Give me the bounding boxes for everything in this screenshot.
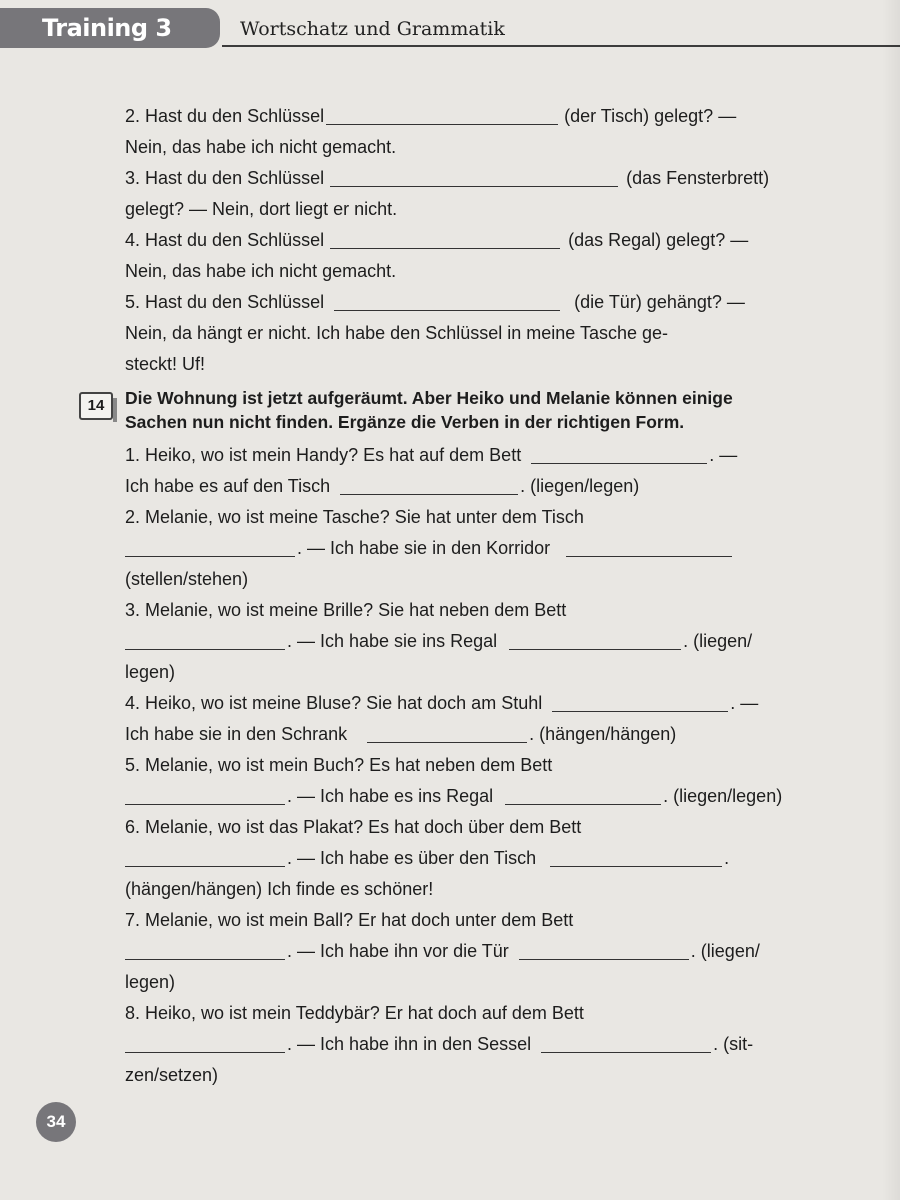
task-heading	[87, 386, 883, 434]
sentence-text: 2. Melanie, wo ist meine Tasche? Sie hat unter dem Tisch	[125, 507, 584, 527]
answer-blank[interactable]	[125, 850, 285, 867]
sentence-text: Nein, da hängt er nicht. Ich habe den Schlüssel in meine Tasche ge-	[125, 323, 669, 343]
answer-blank[interactable]	[367, 726, 527, 743]
exercise-line	[125, 1029, 883, 1060]
exercise-line	[125, 533, 883, 564]
sentence-text: . —	[709, 445, 738, 465]
sentence-text: legen)	[125, 972, 176, 992]
sentence-text: . — Ich habe es ins Regal	[287, 786, 494, 806]
sentence-text: . —	[730, 693, 759, 713]
sentence-text: . (liegen/	[690, 941, 760, 961]
section-title: Wortschatz und Grammatik	[240, 18, 505, 40]
answer-blank[interactable]	[125, 943, 285, 960]
sentence-text: (der Tisch) gelegt? —	[564, 106, 737, 126]
sentence-text: 3. Melanie, wo ist meine Brille? Sie hat neben dem Bett	[125, 600, 567, 620]
section-tab-label: Training 3	[42, 14, 172, 42]
sentence-text: 3. Hast du den Schlüssel	[125, 168, 325, 188]
exercise-line	[125, 688, 883, 719]
exercise-line	[125, 626, 883, 657]
answer-blank[interactable]	[531, 447, 707, 464]
sentence-text: 1. Heiko, wo ist mein Handy? Es hat auf dem Bett	[125, 445, 522, 465]
header-rule	[222, 45, 900, 47]
page-number: 34	[36, 1102, 76, 1142]
answer-blank[interactable]	[125, 788, 285, 805]
sentence-text: Nein, das habe ich nicht gemacht.	[125, 137, 397, 157]
sentence-text: . (hängen/hängen)	[529, 724, 677, 744]
answer-blank[interactable]	[505, 788, 661, 805]
sentence-text: . — Ich habe sie ins Regal	[287, 631, 498, 651]
sentence-text: steckt! Uf!	[125, 354, 206, 374]
page-body	[87, 101, 883, 1091]
exercise-line	[125, 225, 883, 256]
sentence-text: Nein, das habe ich nicht gemacht.	[125, 261, 397, 281]
answer-blank[interactable]	[125, 540, 295, 557]
exercise-line	[125, 287, 883, 318]
answer-blank[interactable]	[125, 1036, 285, 1053]
answer-blank[interactable]	[566, 540, 732, 557]
exercise-line	[125, 843, 883, 874]
sentence-text: zen/setzen)	[125, 1065, 219, 1085]
sentence-text: (das Regal) gelegt? —	[568, 230, 749, 250]
task-instruction: Sachen nun nicht finden. Ergänze die Verben in der richtigen Form.	[125, 412, 685, 432]
answer-blank[interactable]	[519, 943, 689, 960]
sentence-text: 5. Hast du den Schlüssel	[125, 292, 325, 312]
sentence-text: 4. Heiko, wo ist meine Bluse? Sie hat doch am Stuhl	[125, 693, 543, 713]
sentence-text: 6. Melanie, wo ist das Plakat? Es hat doch über dem Bett	[125, 817, 582, 837]
exercise-line	[125, 101, 883, 132]
sentence-text: . — Ich habe es über den Tisch	[287, 848, 537, 868]
sentence-text: . — Ich habe sie in den Korridor	[297, 538, 551, 558]
sentence-text: (die Tür) gehängt? —	[574, 292, 745, 312]
sentence-text: . — Ich habe ihn in den Sessel	[287, 1034, 532, 1054]
answer-blank[interactable]	[330, 170, 618, 187]
answer-blank[interactable]	[541, 1036, 711, 1053]
answer-blank[interactable]	[552, 695, 728, 712]
answer-blank[interactable]	[334, 294, 560, 311]
exercise-line	[125, 163, 883, 194]
answer-blank[interactable]	[550, 850, 722, 867]
answer-blank[interactable]	[340, 478, 518, 495]
task-instruction: Die Wohnung ist jetzt aufgeräumt. Aber Heiko und Melanie können einige	[125, 388, 733, 408]
sentence-text: (das Fensterbrett)	[626, 168, 770, 188]
sentence-text: 4. Hast du den Schlüssel	[125, 230, 325, 250]
sentence-text: (stellen/stehen)	[125, 569, 249, 589]
sentence-text: .	[724, 848, 730, 868]
sentence-text: . (liegen/legen)	[520, 476, 640, 496]
sentence-text: gelegt? — Nein, dort liegt er nicht.	[125, 199, 398, 219]
exercise-line	[125, 781, 883, 812]
sentence-text: (hängen/hängen) Ich finde es schöner!	[125, 879, 434, 899]
answer-blank[interactable]	[509, 633, 681, 650]
exercise-line	[125, 440, 883, 471]
sentence-text: Ich habe sie in den Schrank	[125, 724, 348, 744]
task-number-badge: 14	[79, 392, 113, 420]
sentence-text: . (liegen/	[683, 631, 753, 651]
sentence-text: legen)	[125, 662, 176, 682]
sentence-text: . — Ich habe ihn vor die Tür	[287, 941, 509, 961]
sentence-text: 7. Melanie, wo ist mein Ball? Er hat doch unter dem Bett	[125, 910, 574, 930]
sentence-text: . (sit-	[713, 1034, 754, 1054]
sentence-text: Ich habe es auf den Tisch	[125, 476, 331, 496]
answer-blank[interactable]	[330, 232, 560, 249]
sentence-text: 8. Heiko, wo ist mein Teddybär? Er hat doch auf dem Bett	[125, 1003, 584, 1023]
exercise-line	[125, 719, 883, 750]
answer-blank[interactable]	[326, 108, 558, 125]
sentence-text: . (liegen/legen)	[663, 786, 783, 806]
page-header	[0, 0, 900, 50]
sentence-text: 5. Melanie, wo ist mein Buch? Es hat neben dem Bett	[125, 755, 553, 775]
exercise-line	[125, 471, 883, 502]
exercise-line	[125, 936, 883, 967]
answer-blank[interactable]	[125, 633, 285, 650]
section-tab	[0, 8, 220, 48]
sentence-text: 2. Hast du den Schlüssel	[125, 106, 325, 126]
page-edge-shadow	[882, 0, 900, 1200]
